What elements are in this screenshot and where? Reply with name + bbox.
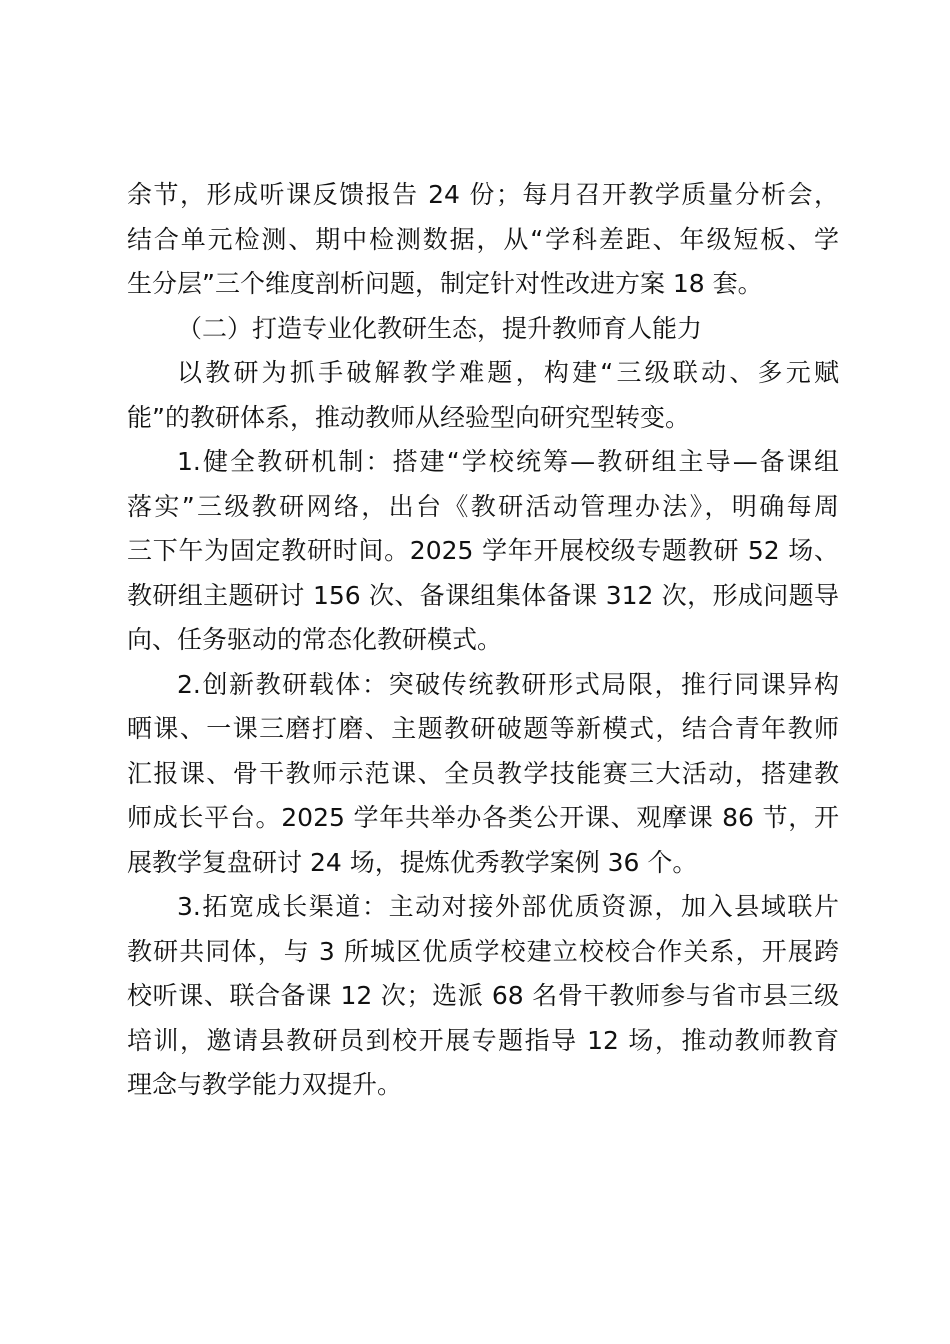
text-line: 能”的教研体系，推动教师从经验型向研究型转变。 xyxy=(127,402,690,432)
text-line: 1.健全教研机制：搭建“学校统筹—教研组主导—备课组 xyxy=(177,447,839,476)
document-body xyxy=(127,173,839,1108)
text-line: 向、任务驱动的常态化教研模式。 xyxy=(127,625,503,654)
text-line: 教研共同体，与 3 所城区优质学校建立校校合作关系，开展跨 xyxy=(127,936,839,966)
text-line: 落实”三级教研网络，出台《教研活动管理办法》，明确每周 xyxy=(127,491,839,521)
text-line: 3.拓宽成长渠道：主动对接外部优质资源，加入县域联片 xyxy=(177,892,839,921)
text-line: 余节，形成听课反馈报告 24 份；每月召开教学质量分析会， xyxy=(127,180,839,209)
text-line: 三下午为固定教研时间。2025 学年开展校级专题教研 52 场、 xyxy=(127,536,839,565)
text-line: 以教研为抓手破解教学难题，构建“三级联动、多元赋 xyxy=(177,358,839,387)
text-line: 教研组主题研讨 156 次、备课组集体备课 312 次，形成问题导 xyxy=(127,580,839,610)
text-line: 师成长平台。2025 学年共举办各类公开课、观摩课 86 节，开 xyxy=(127,803,839,832)
text-line: 展教学复盘研讨 24 场，提炼优秀教学案例 36 个。 xyxy=(127,847,698,877)
text-line: 结合单元检测、期中检测数据，从“学科差距、年级短板、学 xyxy=(127,224,839,254)
text-line: 校听课、联合备课 12 次；选派 68 名骨干教师参与省市县三级 xyxy=(127,981,839,1010)
text-line: 生分层”三个维度剖析问题，制定针对性改进方案 18 套。 xyxy=(127,269,763,298)
text-line: 理念与教学能力双提升。 xyxy=(127,1070,403,1099)
text-line: （二）打造专业化教研生态，提升教师育人能力 xyxy=(177,313,703,343)
text-line: 培训，邀请县教研员到校开展专题指导 12 场，推动教师教育 xyxy=(127,1025,839,1055)
text-line: 2.创新教研载体：突破传统教研形式局限，推行同课异构 xyxy=(177,669,839,699)
text-line: 汇报课、骨干教师示范课、全员教学技能赛三大活动，搭建教 xyxy=(127,758,839,788)
text-line: 晒课、一课三磨打磨、主题教研破题等新模式，结合青年教师 xyxy=(127,714,839,743)
